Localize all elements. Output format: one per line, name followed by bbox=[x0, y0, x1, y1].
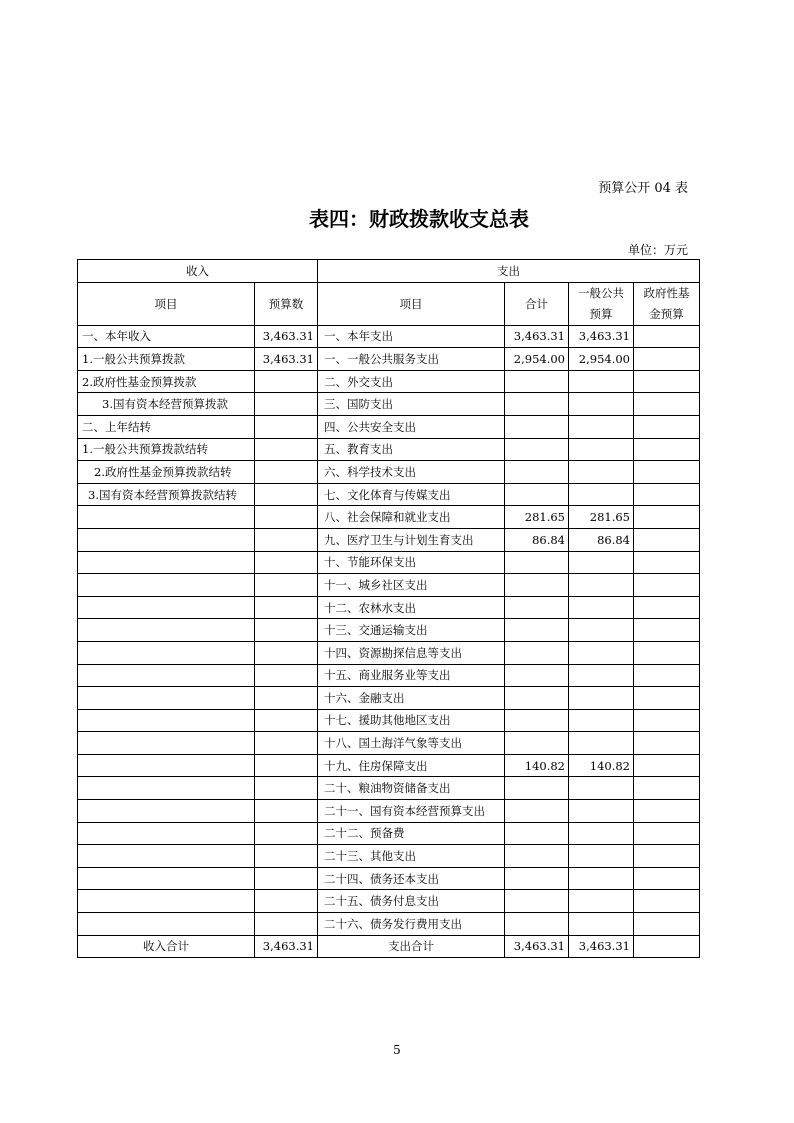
income-item-cell bbox=[78, 845, 255, 868]
income-value-cell bbox=[255, 641, 318, 664]
table-row bbox=[78, 415, 700, 438]
expense-total-cell bbox=[505, 461, 569, 484]
income-item-cell bbox=[78, 528, 255, 551]
general-budget-cell: 2,954.00 bbox=[569, 348, 634, 371]
expense-total-cell bbox=[505, 438, 569, 461]
income-value-cell bbox=[255, 393, 318, 416]
income-item-cell bbox=[78, 709, 255, 732]
income-item-cell: 1.一般公共预算拨款结转 bbox=[78, 438, 255, 461]
general-budget-cell bbox=[569, 913, 634, 936]
expense-item-cell: 十六、金融支出 bbox=[318, 687, 505, 710]
expense-item-cell: 十七、援助其他地区支出 bbox=[318, 709, 505, 732]
table-row bbox=[78, 664, 700, 687]
expense-item-header: 项目 bbox=[318, 282, 505, 325]
fund-budget-cell bbox=[634, 890, 700, 913]
income-item-cell bbox=[78, 777, 255, 800]
fund-budget-cell bbox=[634, 393, 700, 416]
fund-budget-cell bbox=[634, 461, 700, 484]
general-budget-cell bbox=[569, 732, 634, 755]
table-row bbox=[78, 483, 700, 506]
income-item-cell: 3.国有资本经营预算拨款结转 bbox=[78, 483, 255, 506]
fund-budget-cell bbox=[634, 506, 700, 529]
general-budget-cell bbox=[569, 890, 634, 913]
general-budget-header: 一般公共 预算 bbox=[569, 282, 634, 325]
table-header-row-1 bbox=[78, 260, 700, 283]
expense-total-cell bbox=[505, 800, 569, 823]
income-budget-header: 预算数 bbox=[255, 282, 318, 325]
general-budget-cell: 3,463.31 bbox=[569, 325, 634, 348]
expense-item-cell: 九、医疗卫生与计划生育支出 bbox=[318, 528, 505, 551]
expense-total-cell bbox=[505, 867, 569, 890]
income-value-cell bbox=[255, 732, 318, 755]
general-budget-cell bbox=[569, 845, 634, 868]
expense-item-cell: 八、社会保障和就业支出 bbox=[318, 506, 505, 529]
table-row bbox=[78, 890, 700, 913]
table-header-row-2 bbox=[78, 282, 700, 325]
expense-item-cell: 二十三、其他支出 bbox=[318, 845, 505, 868]
fund-budget-cell bbox=[634, 913, 700, 936]
general-budget-cell bbox=[569, 393, 634, 416]
general-budget-cell bbox=[569, 483, 634, 506]
income-value-cell bbox=[255, 845, 318, 868]
income-item-cell: 3.国有资本经营预算拨款 bbox=[78, 393, 255, 416]
form-code: 预算公开 04 表 bbox=[598, 181, 688, 196]
fund-budget-cell bbox=[634, 709, 700, 732]
expense-item-cell: 二十四、债务还本支出 bbox=[318, 867, 505, 890]
expense-total-value: 3,463.31 bbox=[505, 935, 569, 958]
expense-total-cell bbox=[505, 822, 569, 845]
fiscal-table bbox=[77, 259, 700, 958]
income-item-cell bbox=[78, 574, 255, 597]
general-budget-cell: 140.82 bbox=[569, 754, 634, 777]
expense-item-cell: 二十一、国有资本经营预算支出 bbox=[318, 800, 505, 823]
expense-total-cell bbox=[505, 687, 569, 710]
fund-budget-cell bbox=[634, 800, 700, 823]
expense-total-cell: 86.84 bbox=[505, 528, 569, 551]
income-value-cell bbox=[255, 619, 318, 642]
expense-item-cell: 五、教育支出 bbox=[318, 438, 505, 461]
income-item-header: 项目 bbox=[78, 282, 255, 325]
income-value-cell bbox=[255, 506, 318, 529]
expense-item-cell: 十四、资源勘探信息等支出 bbox=[318, 641, 505, 664]
expense-item-cell: 三、国防支出 bbox=[318, 393, 505, 416]
income-item-cell bbox=[78, 619, 255, 642]
income-item-cell: 2.政府性基金预算拨款结转 bbox=[78, 461, 255, 484]
general-budget-cell bbox=[569, 687, 634, 710]
income-value-cell bbox=[255, 822, 318, 845]
expense-total-cell bbox=[505, 913, 569, 936]
general-budget-cell bbox=[569, 574, 634, 597]
general-budget-cell bbox=[569, 551, 634, 574]
expense-total-cell: 140.82 bbox=[505, 754, 569, 777]
fund-budget-cell bbox=[634, 664, 700, 687]
fund-budget-cell bbox=[634, 348, 700, 371]
income-item-cell bbox=[78, 641, 255, 664]
general-budget-cell bbox=[569, 619, 634, 642]
unit-label: 单位：万元 bbox=[627, 243, 688, 257]
income-value-cell bbox=[255, 461, 318, 484]
expense-total-cell bbox=[505, 596, 569, 619]
page-number: 5 bbox=[393, 1043, 401, 1057]
general-budget-cell bbox=[569, 709, 634, 732]
table-row bbox=[78, 754, 700, 777]
expense-item-cell: 二十六、债务发行费用支出 bbox=[318, 913, 505, 936]
table-row bbox=[78, 551, 700, 574]
income-value-cell bbox=[255, 551, 318, 574]
expense-total-cell bbox=[505, 709, 569, 732]
table-row bbox=[78, 325, 700, 348]
fund-budget-cell bbox=[634, 822, 700, 845]
table-row bbox=[78, 709, 700, 732]
expense-total-cell bbox=[505, 483, 569, 506]
expense-total-cell bbox=[505, 551, 569, 574]
table-row bbox=[78, 641, 700, 664]
totals-row bbox=[78, 935, 700, 958]
expense-total-cell: 2,954.00 bbox=[505, 348, 569, 371]
income-item-cell bbox=[78, 596, 255, 619]
income-item-cell: 1.一般公共预算拨款 bbox=[78, 348, 255, 371]
income-value-cell bbox=[255, 913, 318, 936]
expense-item-cell: 十、节能环保支出 bbox=[318, 551, 505, 574]
income-value-cell bbox=[255, 754, 318, 777]
income-value-cell bbox=[255, 709, 318, 732]
income-item-cell bbox=[78, 506, 255, 529]
expense-item-cell: 七、文化体育与传媒支出 bbox=[318, 483, 505, 506]
expense-total-cell bbox=[505, 845, 569, 868]
fund-budget-cell bbox=[634, 641, 700, 664]
expense-item-cell: 四、公共安全支出 bbox=[318, 415, 505, 438]
income-item-cell bbox=[78, 732, 255, 755]
table-row bbox=[78, 461, 700, 484]
income-value-cell: 3,463.31 bbox=[255, 325, 318, 348]
income-value-cell bbox=[255, 483, 318, 506]
expense-total-cell bbox=[505, 370, 569, 393]
expense-item-cell: 一、本年支出 bbox=[318, 325, 505, 348]
income-value-cell: 3,463.31 bbox=[255, 348, 318, 371]
fund-budget-cell bbox=[634, 777, 700, 800]
expense-total-cell: 3,463.31 bbox=[505, 325, 569, 348]
expense-item-cell: 六、科学技术支出 bbox=[318, 461, 505, 484]
income-value-cell bbox=[255, 528, 318, 551]
fund-budget-cell bbox=[634, 845, 700, 868]
general-budget-cell bbox=[569, 415, 634, 438]
fund-budget-cell bbox=[634, 370, 700, 393]
fund-budget-cell bbox=[634, 325, 700, 348]
table-row bbox=[78, 822, 700, 845]
income-item-cell: 2.政府性基金预算拨款 bbox=[78, 370, 255, 393]
income-header: 收入 bbox=[78, 260, 318, 283]
fund-budget-cell bbox=[634, 415, 700, 438]
fund-budget-cell bbox=[634, 574, 700, 597]
expense-fund-total bbox=[634, 935, 700, 958]
expense-general-total: 3,463.31 bbox=[569, 935, 634, 958]
income-value-cell bbox=[255, 596, 318, 619]
expense-header: 支出 bbox=[318, 260, 700, 283]
table-row bbox=[78, 913, 700, 936]
fund-budget-cell bbox=[634, 754, 700, 777]
expense-item-cell: 十二、农林水支出 bbox=[318, 596, 505, 619]
table-row bbox=[78, 732, 700, 755]
expense-item-cell: 二十二、预备费 bbox=[318, 822, 505, 845]
table-row bbox=[78, 867, 700, 890]
expense-item-cell: 十八、国土海洋气象等支出 bbox=[318, 732, 505, 755]
fund-budget-header: 政府性基 金预算 bbox=[634, 282, 700, 325]
expense-item-cell: 二、外交支出 bbox=[318, 370, 505, 393]
expense-total-cell bbox=[505, 393, 569, 416]
general-budget-cell bbox=[569, 800, 634, 823]
income-item-cell bbox=[78, 687, 255, 710]
table-row bbox=[78, 845, 700, 868]
income-item-cell bbox=[78, 822, 255, 845]
income-value-cell bbox=[255, 800, 318, 823]
fund-budget-cell bbox=[634, 528, 700, 551]
general-budget-cell bbox=[569, 370, 634, 393]
general-budget-cell bbox=[569, 822, 634, 845]
expense-total-cell: 281.65 bbox=[505, 506, 569, 529]
expense-item-cell: 二十五、债务付息支出 bbox=[318, 890, 505, 913]
table-row bbox=[78, 438, 700, 461]
table-row bbox=[78, 619, 700, 642]
table-row bbox=[78, 800, 700, 823]
fund-budget-cell bbox=[634, 732, 700, 755]
general-budget-cell bbox=[569, 777, 634, 800]
expense-item-cell: 十五、商业服务业等支出 bbox=[318, 664, 505, 687]
expense-total-cell bbox=[505, 732, 569, 755]
income-item-cell bbox=[78, 551, 255, 574]
income-value-cell bbox=[255, 574, 318, 597]
general-budget-cell bbox=[569, 664, 634, 687]
income-value-cell bbox=[255, 777, 318, 800]
income-item-cell bbox=[78, 867, 255, 890]
fund-budget-cell bbox=[634, 687, 700, 710]
expense-total-cell bbox=[505, 890, 569, 913]
fund-budget-cell bbox=[634, 438, 700, 461]
fund-budget-cell bbox=[634, 619, 700, 642]
expense-total-cell bbox=[505, 641, 569, 664]
expense-total-cell bbox=[505, 415, 569, 438]
income-item-cell bbox=[78, 890, 255, 913]
expense-item-cell: 十九、住房保障支出 bbox=[318, 754, 505, 777]
income-value-cell bbox=[255, 438, 318, 461]
table-row bbox=[78, 687, 700, 710]
income-item-cell bbox=[78, 913, 255, 936]
table-row bbox=[78, 506, 700, 529]
general-budget-cell: 281.65 bbox=[569, 506, 634, 529]
table-row bbox=[78, 777, 700, 800]
table-row bbox=[78, 574, 700, 597]
total-header: 合计 bbox=[505, 282, 569, 325]
general-budget-cell bbox=[569, 438, 634, 461]
expense-total-cell bbox=[505, 574, 569, 597]
income-item-cell: 一、本年收入 bbox=[78, 325, 255, 348]
expense-total-cell bbox=[505, 619, 569, 642]
general-budget-cell bbox=[569, 867, 634, 890]
income-total-value: 3,463.31 bbox=[255, 935, 318, 958]
income-item-cell bbox=[78, 800, 255, 823]
table-row bbox=[78, 370, 700, 393]
table-row bbox=[78, 393, 700, 416]
general-budget-cell bbox=[569, 461, 634, 484]
income-value-cell bbox=[255, 687, 318, 710]
general-budget-cell bbox=[569, 596, 634, 619]
income-total-label: 收入合计 bbox=[78, 935, 255, 958]
expense-item-cell: 十一、城乡社区支出 bbox=[318, 574, 505, 597]
fund-budget-cell bbox=[634, 596, 700, 619]
fund-budget-cell bbox=[634, 867, 700, 890]
general-budget-cell bbox=[569, 641, 634, 664]
income-item-cell: 二、上年结转 bbox=[78, 415, 255, 438]
expense-total-label: 支出合计 bbox=[318, 935, 505, 958]
table-row bbox=[78, 348, 700, 371]
expense-total-cell bbox=[505, 777, 569, 800]
general-budget-cell: 86.84 bbox=[569, 528, 634, 551]
income-item-cell bbox=[78, 754, 255, 777]
income-value-cell bbox=[255, 867, 318, 890]
page-title: 表四：财政拨款收支总表 bbox=[309, 207, 529, 231]
fund-budget-cell bbox=[634, 483, 700, 506]
income-value-cell bbox=[255, 415, 318, 438]
expense-item-cell: 十三、交通运输支出 bbox=[318, 619, 505, 642]
income-item-cell bbox=[78, 664, 255, 687]
income-value-cell bbox=[255, 890, 318, 913]
expense-item-cell: 二十、粮油物资储备支出 bbox=[318, 777, 505, 800]
expense-total-cell bbox=[505, 664, 569, 687]
income-value-cell bbox=[255, 370, 318, 393]
table-row bbox=[78, 528, 700, 551]
expense-item-cell: 一、一般公共服务支出 bbox=[318, 348, 505, 371]
table-row bbox=[78, 596, 700, 619]
fund-budget-cell bbox=[634, 551, 700, 574]
income-value-cell bbox=[255, 664, 318, 687]
